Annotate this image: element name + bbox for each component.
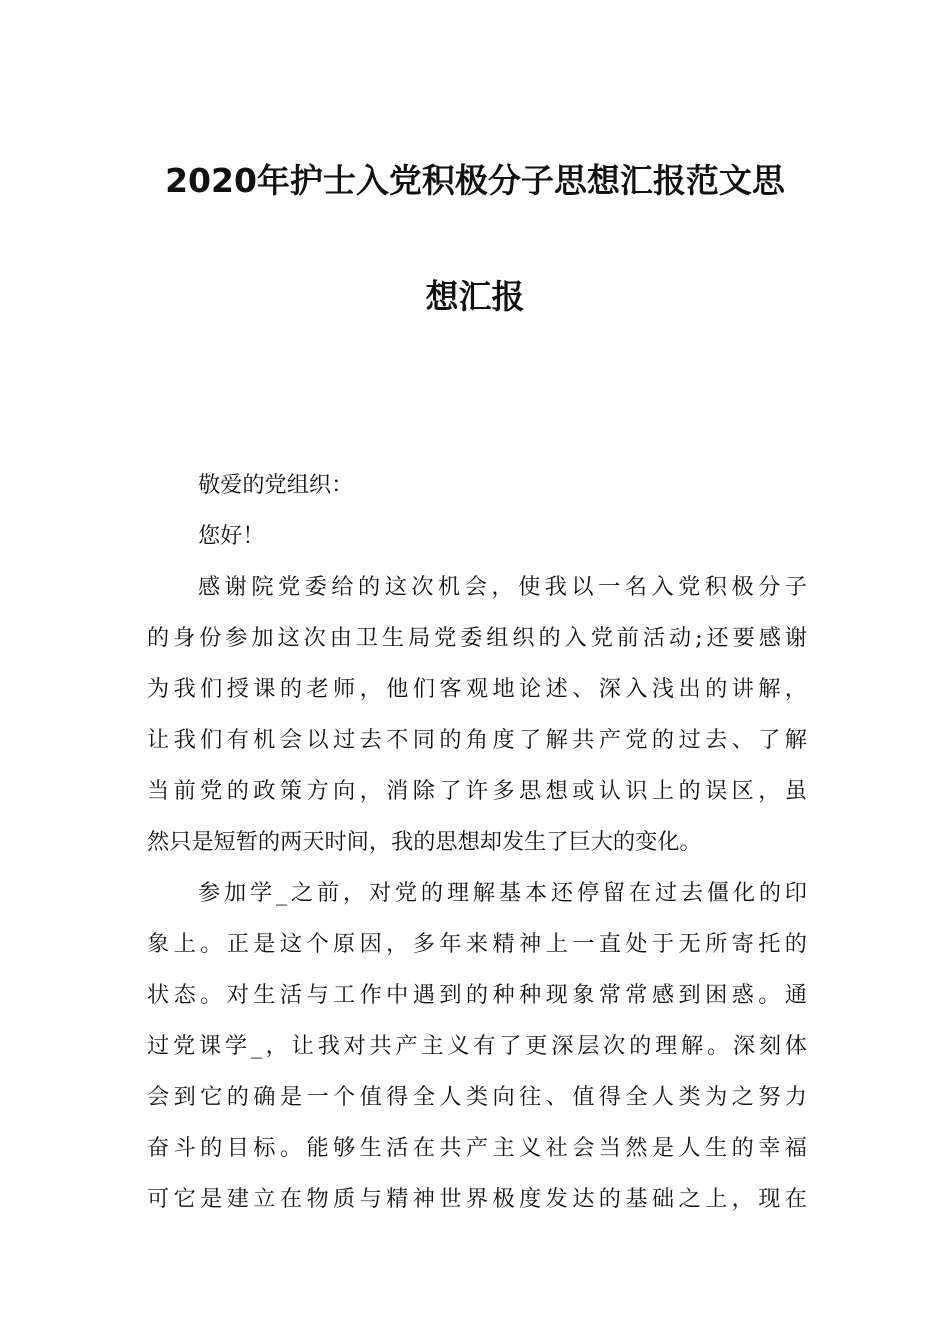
paragraph-line: 象上。正是这个原因，多年来精神上一直处于无所寄托的 — [147, 931, 807, 957]
paragraph-line: 过党课学_，让我对共产主义有了更深层次的理解。深刻体 — [147, 1033, 807, 1059]
paragraph-line: 然只是短暂的两天时间，我的思想却发生了巨大的变化。 — [147, 829, 702, 855]
salutation: 敬爱的党组织： — [198, 472, 354, 498]
document-body — [147, 460, 807, 1225]
paragraph-line: 当前党的政策方向，消除了许多思想或认识上的误区，虽 — [147, 778, 807, 804]
paragraph-1 — [147, 562, 807, 868]
paragraph-line: 让我们有机会以过去不同的角度了解共产党的过去、了解 — [147, 727, 807, 753]
title-line-2: 想汇报 — [425, 277, 525, 316]
paragraph-line: 奋斗的目标。能够生活在共产主义社会当然是人生的幸福 — [147, 1135, 807, 1161]
paragraph-2 — [147, 868, 807, 1225]
title-line-1: 2020年护士入党积极分子思想汇报范文思 — [165, 161, 785, 200]
paragraph-line: 会到它的确是一个值得全人类向往、值得全人类为之努力 — [147, 1084, 807, 1110]
paragraph-line: 感谢院党委给的这次机会，使我以一名入党积极分子 — [198, 574, 807, 600]
paragraph-line: 状态。对生活与工作中遇到的种种现象常常感到困惑。通 — [147, 982, 807, 1008]
paragraph-line: 可它是建立在物质与精神世界极度发达的基础之上，现在 — [147, 1186, 807, 1212]
document-title — [90, 150, 860, 328]
greeting: 您好！ — [198, 523, 265, 549]
paragraph-line: 参加学_之前，对党的理解基本还停留在过去僵化的印 — [198, 880, 807, 906]
paragraph-line: 为我们授课的老师，他们客观地论述、深入浅出的讲解， — [147, 676, 807, 702]
paragraph-line: 的身份参加这次由卫生局党委组织的入党前活动;还要感谢 — [147, 625, 807, 651]
